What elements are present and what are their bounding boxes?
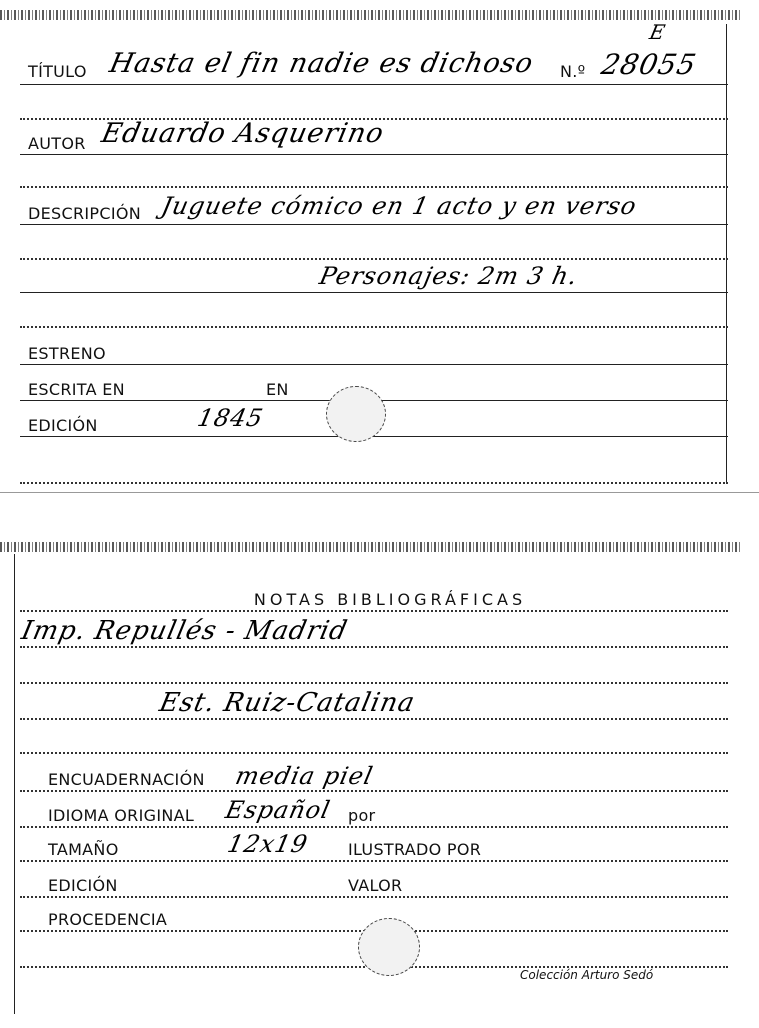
estreno-rule xyxy=(20,364,728,365)
note1-dots xyxy=(20,646,728,648)
titulo-rule xyxy=(20,84,728,85)
descripcion-dots xyxy=(20,258,728,260)
escrita-label: ESCRITA EN xyxy=(28,380,125,399)
valor-label: VALOR xyxy=(348,876,403,895)
tamano-dots xyxy=(20,860,728,862)
note2b-dots xyxy=(20,752,728,754)
descripcion-label: DESCRIPCIÓN xyxy=(28,204,141,223)
stamp-mark xyxy=(326,386,386,442)
descripcion-rule xyxy=(20,224,728,225)
idioma-label: IDIOMA ORIGINAL xyxy=(48,806,195,825)
procedencia-label: PROCEDENCIA xyxy=(48,910,168,929)
personajes-rule xyxy=(20,292,728,293)
card-right-border xyxy=(726,24,727,484)
por-label: por xyxy=(348,806,376,825)
bottom-dots xyxy=(20,482,728,484)
autor-label: AUTOR xyxy=(28,134,86,153)
idioma-dots xyxy=(20,826,728,828)
autor-dots xyxy=(20,186,728,188)
idioma-value: Español xyxy=(223,796,334,824)
en-label: EN xyxy=(266,380,289,399)
ilustrado-label: ILUSTRADO POR xyxy=(348,840,482,859)
numero-value: 28055 xyxy=(598,48,700,81)
note1b-dots xyxy=(20,682,728,684)
titulo-label: TÍTULO xyxy=(28,62,87,81)
notes-card xyxy=(0,538,740,1028)
notas-heading: NOTAS BIBLIOGRÁFICAS xyxy=(253,590,527,609)
descripcion-value: Juguete cómico en 1 acto y en verso xyxy=(159,192,640,220)
note2-dots xyxy=(20,718,728,720)
encuadernacion-value: media piel xyxy=(233,762,376,790)
title-card xyxy=(0,0,740,492)
blank-dots xyxy=(20,326,728,328)
personajes-value: Personajes: 2m 3 h. xyxy=(317,262,581,290)
edicion-label: EDICIÓN xyxy=(28,416,98,435)
encuadernacion-dots xyxy=(20,790,728,792)
stamp-mark-bottom xyxy=(358,918,420,976)
estreno-label: ESTRENO xyxy=(28,344,106,363)
note-line-2: Est. Ruiz-Catalina xyxy=(156,688,418,718)
autor-value: Eduardo Asquerino xyxy=(98,118,387,149)
card-torn-edge-bottom xyxy=(0,542,740,552)
numero-label: N.º xyxy=(560,62,586,81)
tamano-value: 12x19 xyxy=(225,830,311,858)
card-left-border xyxy=(14,554,15,1014)
card-separator xyxy=(0,492,759,493)
tamano-label: TAMAÑO xyxy=(48,840,119,859)
encuadernacion-label: ENCUADERNACIÓN xyxy=(48,770,205,789)
edicion-value: 1845 xyxy=(195,404,267,432)
heading-dots xyxy=(20,610,728,612)
note-line-1: Imp. Repullés - Madrid xyxy=(18,616,351,646)
card-torn-edge xyxy=(0,10,740,20)
edicion-label-bottom: EDICIÓN xyxy=(48,876,118,895)
collection-credit: Colección Arturo Sedó xyxy=(520,968,654,982)
autor-rule xyxy=(20,154,728,155)
titulo-value: Hasta el fin nadie es dichoso xyxy=(106,48,537,79)
edicion-dots-bottom xyxy=(20,896,728,898)
numero-mark: E xyxy=(647,20,669,44)
